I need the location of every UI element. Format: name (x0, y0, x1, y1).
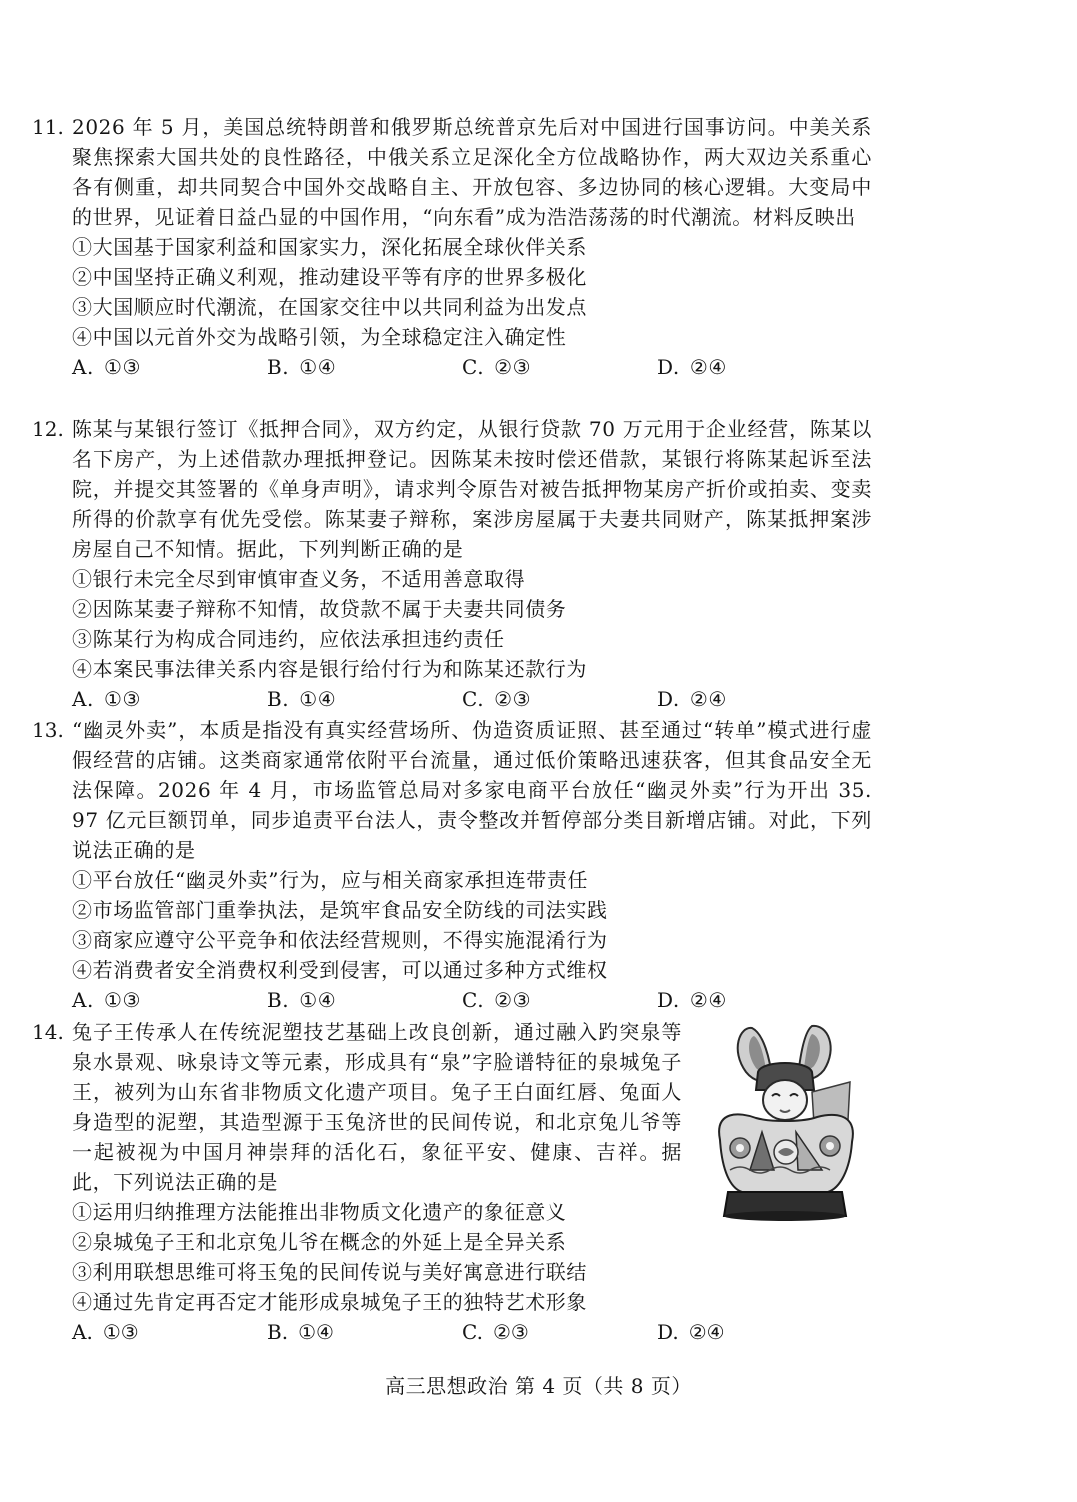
choice-letter: D. (657, 1320, 679, 1344)
question-12 (32, 414, 872, 714)
statement-2: ②市场监管部门重拳执法，是筑牢食品安全防线的司法实践 (72, 898, 608, 922)
statement-1: ①银行未完全尽到审慎审查义务，不适用善意取得 (72, 567, 526, 591)
question-number: 11. (32, 115, 64, 139)
question-body (72, 1017, 682, 1317)
choice-value: ①④ (298, 1320, 334, 1344)
choice-letter: A. (72, 687, 95, 711)
choice-letter: C. (462, 687, 485, 711)
choice-c[interactable] (462, 985, 657, 1015)
statement-4: ④若消费者安全消费权利受到侵害，可以通过多种方式维权 (72, 958, 608, 982)
choice-value: ①③ (104, 687, 142, 711)
choice-value: ①④ (299, 687, 337, 711)
question-body (72, 715, 872, 1015)
choice-d[interactable] (657, 352, 852, 382)
question-stem: 兔子王传承人在传统泥塑技艺基础上改良创新，通过融入趵突泉等泉水景观、咏泉诗文等元素，形成具有“泉”字脸谱特征的泉城兔子王，被列为山东省非物质文化遗产项目。兔子王白面红唇、兔面人身造型的泥塑，其造型源于玉兔济世的民间传说，和北京兔儿爷等一起被视为中国月神崇拜的活化石，象征平安、健康、吉祥。据此，下列说法正确的是 (72, 1020, 682, 1194)
choice-letter: C. (462, 355, 485, 379)
choice-letter: B. (267, 988, 290, 1012)
choice-c[interactable] (462, 684, 657, 714)
question-number: 12. (32, 417, 64, 441)
choice-b[interactable] (267, 1317, 462, 1347)
statement-2: ②中国坚持正确义利观，推动建设平等有序的世界多极化 (72, 265, 587, 289)
choice-value: ①④ (299, 988, 337, 1012)
choice-value: ②③ (494, 355, 532, 379)
choice-value: ①④ (299, 355, 337, 379)
choice-value: ②③ (492, 1320, 529, 1344)
choice-d[interactable] (657, 985, 852, 1015)
question-13 (32, 715, 872, 1015)
choice-value: ②③ (494, 687, 532, 711)
answer-choices (72, 1317, 872, 1347)
statement-3: ③大国顺应时代潮流，在国家交往中以共同利益为出发点 (72, 295, 587, 319)
question-stem: 陈某与某银行签订《抵押合同》，双方约定，从银行贷款 70 万元用于企业经营，陈某以名下房产，为上述借款办理抵押登记。因陈某未按时偿还借款，某银行将陈某起诉至法院，并提交其签署的《单身声明》，请求判令原告对被告抵押物某房产折价或拍卖、变卖所得的价款享有优先受偿。陈某妻子辩称，案涉房屋属于夫妻共同财产，陈某抵押案涉房屋自己不知情。据此，下列判断正确的是 (72, 417, 872, 561)
statement-2: ②泉城兔子王和北京兔儿爷在概念的外延上是全异关系 (72, 1230, 567, 1254)
page-footer: 高三思想政治 第 4 页（共 8 页） (385, 1374, 692, 1398)
question-body (72, 414, 872, 714)
statement-1: ①大国基于国家利益和国家实力，深化拓展全球伙伴关系 (72, 235, 587, 259)
choice-letter: A. (72, 988, 95, 1012)
choice-d[interactable] (657, 1317, 852, 1347)
choice-a[interactable] (72, 1317, 267, 1347)
question-stem: “幽灵外卖”，本质是指没有真实经营场所、伪造资质证照、甚至通过“转单”模式进行虚假经营的店铺。这类商家通常依附平台流量，通过低价策略迅速获客，但其食品安全无法保障。2026 年 4 月，市场监管总局对多家电商平台放任“幽灵外卖”行为开出 35. 97 亿元巨额罚单，同步追责平台法人，责令整改并暂停部分类目新增店铺。对此，下列说法正确的是 (72, 718, 872, 862)
choice-letter: B. (267, 355, 290, 379)
choice-letter: C. (462, 988, 485, 1012)
statement-3: ③商家应遵守公平竞争和依法经营规则，不得实施混淆行为 (72, 928, 608, 952)
question-stem: 2026 年 5 月，美国总统特朗普和俄罗斯总统普京先后对中国进行国事访问。中美关系聚焦探索大国共处的良性路径，中俄关系立足深化全方位战略协作，两大双边关系重心各有侧重，却共同契合中国外交战略自主、开放包容、多边协同的核心逻辑。大变局中的世界，见证着日益凸显的中国作用，“向东看”成为浩浩荡荡的时代潮流。材料反映出 (72, 115, 872, 229)
choice-letter: B. (267, 687, 290, 711)
choice-b[interactable] (267, 684, 462, 714)
question-number: 13. (32, 718, 64, 742)
rabbit-king-figurine-image (700, 1020, 870, 1225)
choice-value: ②③ (494, 988, 532, 1012)
question-number: 14. (32, 1020, 64, 1044)
question-body (72, 112, 872, 382)
choice-c[interactable] (462, 352, 657, 382)
choice-value: ②④ (689, 687, 727, 711)
choice-letter: A. (72, 1320, 93, 1344)
answer-choices (72, 684, 872, 714)
choice-c[interactable] (462, 1317, 657, 1347)
choice-a[interactable] (72, 985, 267, 1015)
choice-value: ②④ (688, 1320, 725, 1344)
question-11 (32, 112, 872, 382)
choice-a[interactable] (72, 352, 267, 382)
statement-3: ③利用联想思维可将玉兔的民间传说与美好寓意进行联结 (72, 1260, 587, 1284)
choice-letter: D. (657, 355, 680, 379)
statement-4: ④通过先肯定再否定才能形成泉城兔子王的独特艺术形象 (72, 1290, 587, 1314)
answer-choices (72, 352, 872, 382)
choice-d[interactable] (657, 684, 852, 714)
choice-value: ②④ (689, 988, 727, 1012)
choice-letter: A. (72, 355, 95, 379)
choice-b[interactable] (267, 352, 462, 382)
choice-value: ①③ (104, 988, 142, 1012)
statement-1: ①平台放任“幽灵外卖”行为，应与相关商家承担连带责任 (72, 868, 589, 892)
statement-4: ④本案民事法律关系内容是银行给付行为和陈某还款行为 (72, 657, 587, 681)
statement-2: ②因陈某妻子辩称不知情，故贷款不属于夫妻共同债务 (72, 597, 567, 621)
statement-3: ③陈某行为构成合同违约，应依法承担违约责任 (72, 627, 505, 651)
answer-choices (72, 985, 872, 1015)
choice-value: ①③ (104, 355, 142, 379)
choice-letter: B. (267, 1320, 289, 1344)
statement-1: ①运用归纳推理方法能推出非物质文化遗产的象征意义 (72, 1200, 567, 1224)
choice-value: ②④ (689, 355, 727, 379)
statement-4: ④中国以元首外交为战略引领，为全球稳定注入确定性 (72, 325, 567, 349)
choice-letter: D. (657, 988, 680, 1012)
choice-letter: D. (657, 687, 680, 711)
choice-a[interactable] (72, 684, 267, 714)
choice-b[interactable] (267, 985, 462, 1015)
choice-letter: C. (462, 1320, 483, 1344)
choice-value: ①③ (102, 1320, 139, 1344)
